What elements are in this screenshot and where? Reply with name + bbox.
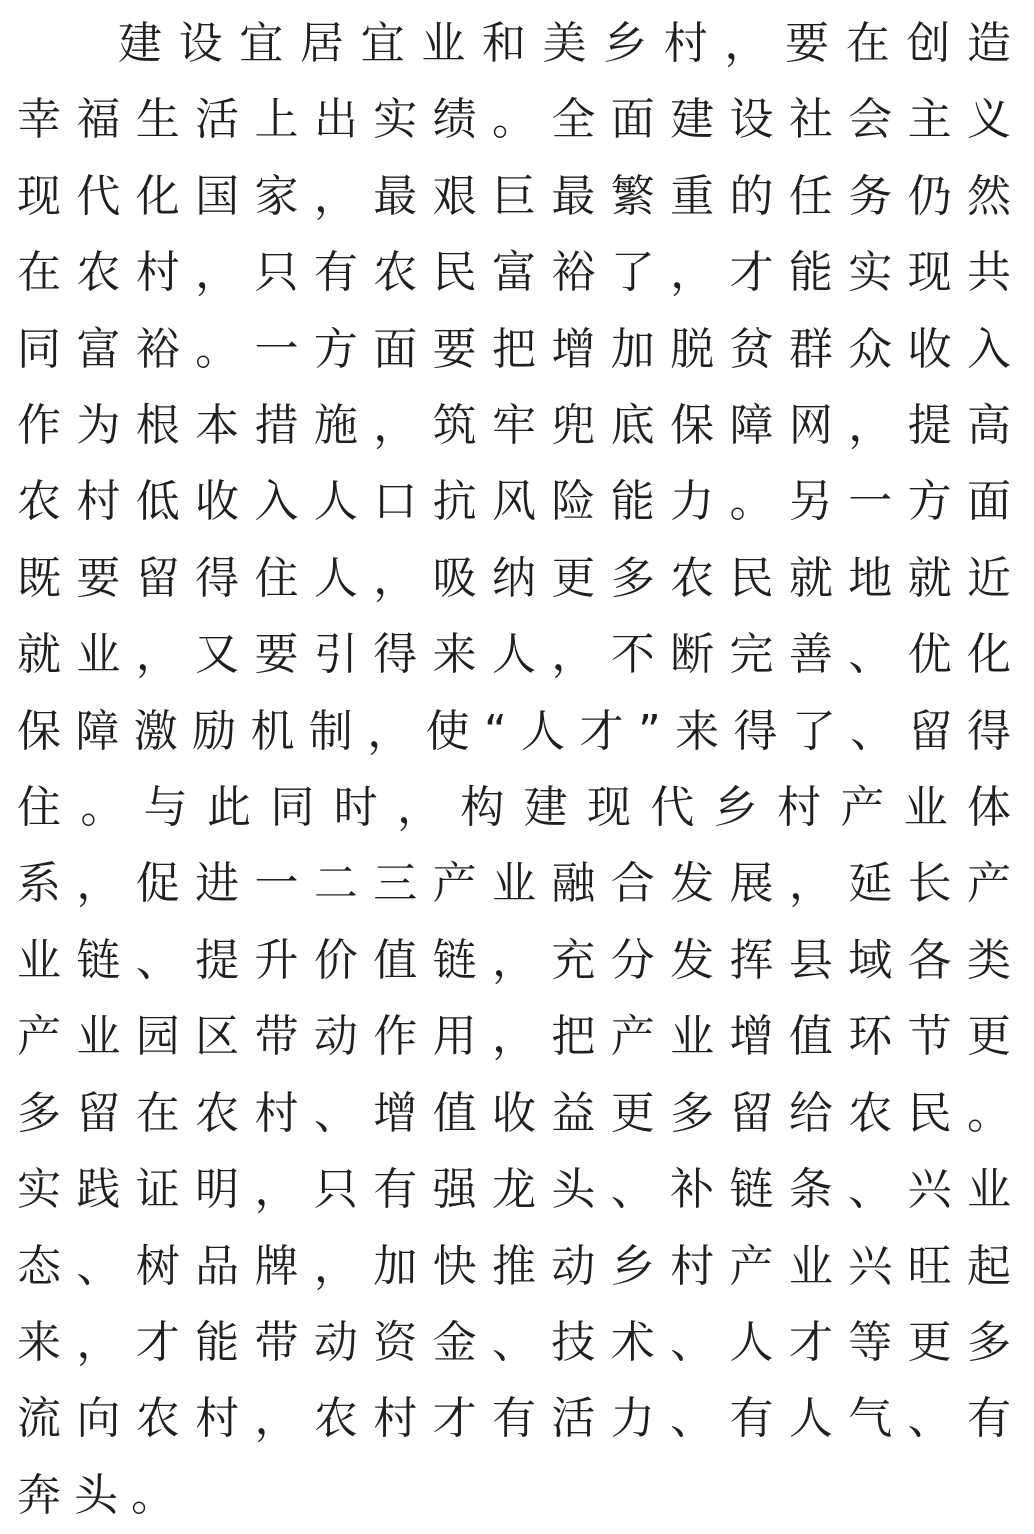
article-paragraph: 建设宜居宜业和美乡村，要在创造幸福生活上出实绩。全面建设社会主义现代化国家，最艰巨最繁重的任务仍然在农村，只有农民富裕了，才能实现共同富裕。一方面要把增加脱贫群众收入作为根本措施，筑牢兜底保障网，提高农村低收入人口抗风险能力。另一方面既要留得住人，吸纳更多农民就地就近就业，又要引得来人，不断完善、优化保障激励机制，使“人才”来得了、留得住。与此同时，构建现代乡村产业体系，促进一二三产业融合发展，延长产业链、提升价值链，充分发挥县域各类产业园区带动作用，把产业增值环节更多留在农村、增值收益更多留给农民。实践证明，只有强龙头、补链条、兴业态、树品牌，加快推动乡村产业兴旺起来，才能带动资金、技术、人才等更多流向农村，农村才有活力、有人气、有奔头。 xyxy=(17,18,1024,1521)
